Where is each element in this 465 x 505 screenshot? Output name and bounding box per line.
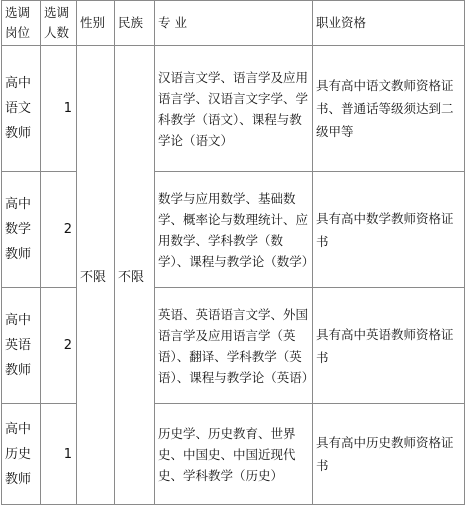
- table-row: [2, 404, 465, 505]
- position-cell: 高中英语教师: [2, 288, 41, 404]
- major-cell: 数学与应用数学、基础数学、概率论与数理统计、应用数学、学科教学（数学）、课程与教学论（数学）: [155, 172, 313, 288]
- count-cell: 2: [41, 288, 77, 404]
- count-cell: 1: [41, 46, 77, 172]
- header-major: 专 业: [155, 1, 313, 46]
- major-cell: 历史学、历史教育、世界史、中国史、中国近现代史、学科教学（历史）: [155, 404, 313, 505]
- qualification-cell: 具有高中英语教师资格证书: [313, 288, 465, 404]
- header-gender: 性别: [77, 1, 115, 46]
- qualification-cell: 具有高中数学教师资格证书: [313, 172, 465, 288]
- header-row: [2, 1, 465, 46]
- count-cell: 2: [41, 172, 77, 288]
- major-cell: 汉语言文学、语言学及应用语言学、汉语言文字学、学科教学（语文）、课程与教学论（语文）: [155, 46, 313, 172]
- major-cell: 英语、英语语言文学、外国语言学及应用语言学（英语）、翻译、学科教学（英语）、课程与教学论（英语）: [155, 288, 313, 404]
- table-row: [2, 288, 465, 404]
- header-count: 选调人数: [41, 1, 77, 46]
- qualification-cell: 具有高中语文教师资格证书、普通话等级须达到二级甲等: [313, 46, 465, 172]
- table-row: [2, 46, 465, 172]
- ethnicity-cell: 不限: [115, 46, 155, 505]
- table-row: [2, 172, 465, 288]
- position-cell: 高中数学教师: [2, 172, 41, 288]
- position-cell: 高中历史教师: [2, 404, 41, 505]
- header-ethnicity: 民族: [115, 1, 155, 46]
- header-qualification: 职业资格: [313, 1, 465, 46]
- recruitment-table: [1, 0, 465, 505]
- qualification-cell: 具有高中历史教师资格证书: [313, 404, 465, 505]
- count-cell: 1: [41, 404, 77, 505]
- header-position: 选调岗位: [2, 1, 41, 46]
- gender-cell: 不限: [77, 46, 115, 505]
- position-cell: 高中语文教师: [2, 46, 41, 172]
